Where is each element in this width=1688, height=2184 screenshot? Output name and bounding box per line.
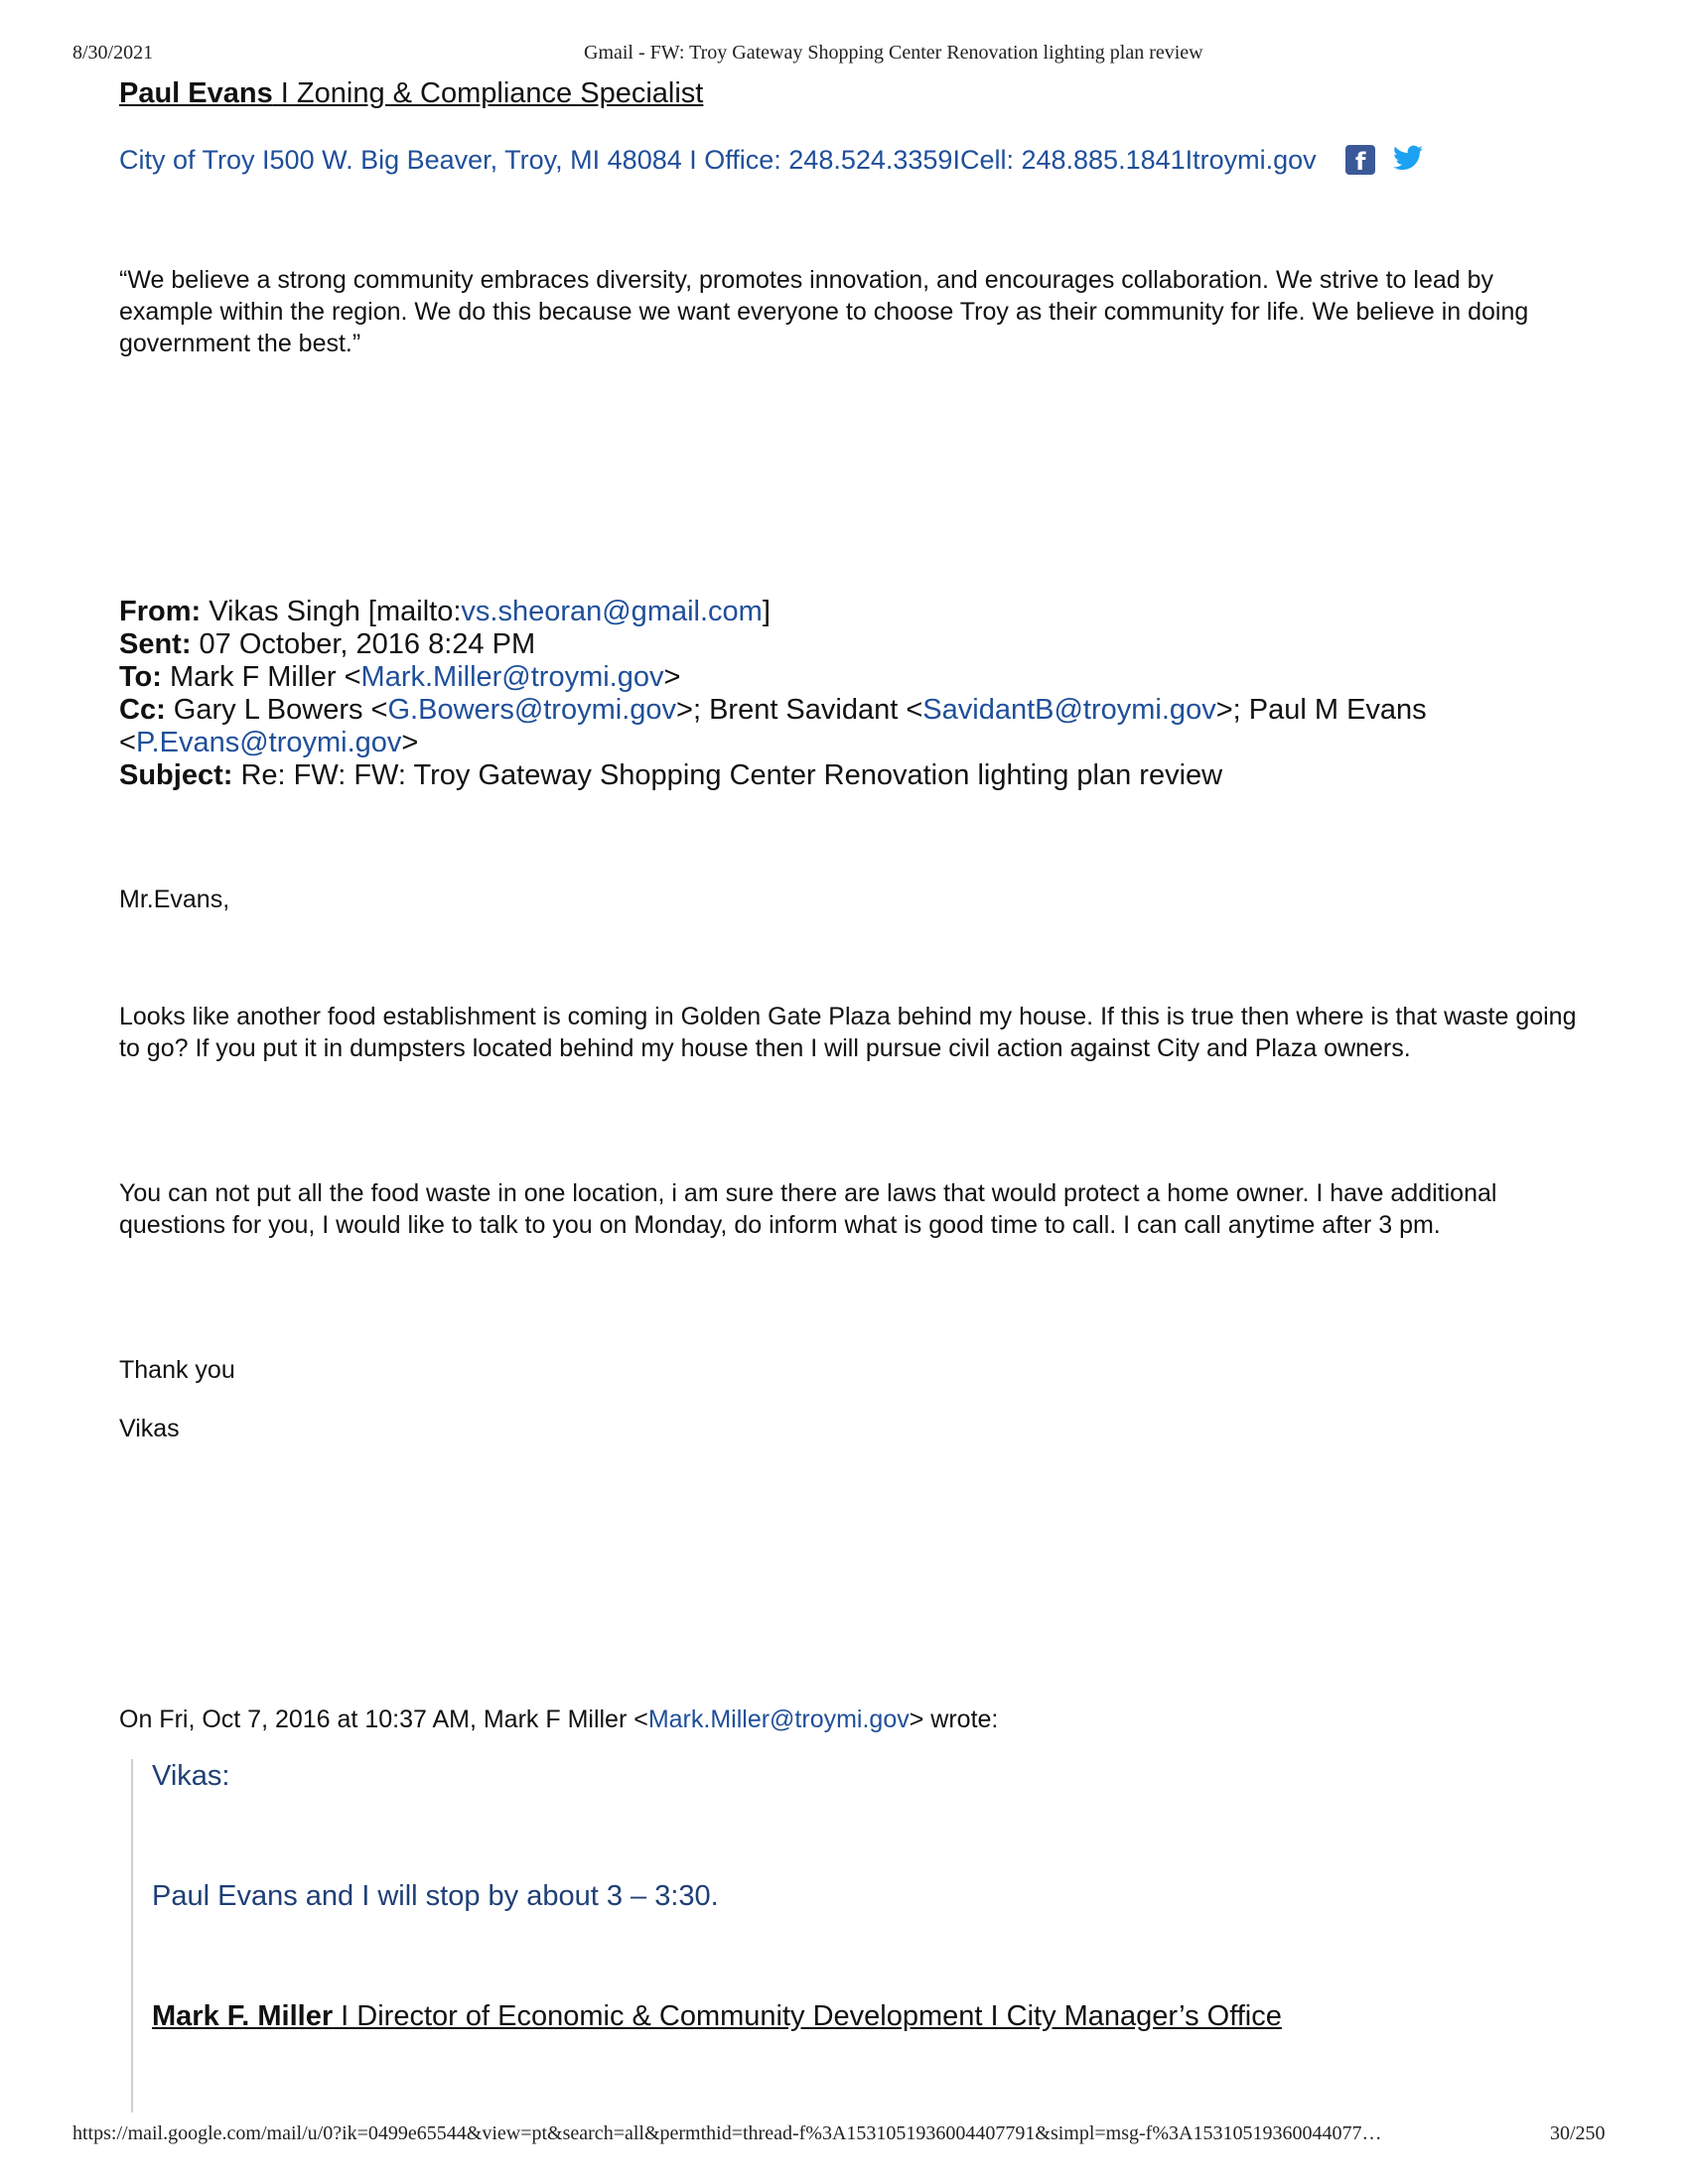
signature-line bbox=[119, 77, 703, 110]
quoted-greeting: Vikas: bbox=[152, 1760, 230, 1792]
from-close: ] bbox=[762, 596, 771, 627]
cc-name-3: >; Paul M Evans bbox=[1215, 694, 1427, 726]
to-name: Mark F Miller < bbox=[161, 661, 361, 693]
print-page-number: 30/250 bbox=[1550, 2122, 1606, 2144]
subject-value: Re: FW: FW: Troy Gateway Shopping Center Renovation lighting plan review bbox=[232, 759, 1223, 791]
signature-contact bbox=[119, 145, 1423, 176]
print-title: Gmail - FW: Troy Gateway Shopping Center Renovation lighting plan review bbox=[584, 42, 1203, 64]
cc-open-3: < bbox=[119, 727, 136, 758]
message-headers bbox=[119, 596, 1589, 792]
quoted-body: Paul Evans and I will stop by about 3 – 3:30. bbox=[152, 1880, 719, 1912]
print-date: 8/30/2021 bbox=[72, 42, 154, 64]
from-row bbox=[119, 596, 1589, 628]
cc-email-link-3[interactable]: P.Evans@troymi.gov bbox=[135, 727, 402, 758]
from-name: Vikas Singh [mailto: bbox=[201, 596, 462, 627]
to-email-link[interactable]: Mark.Miller@troymi.gov bbox=[360, 661, 664, 693]
message-closing: Thank you bbox=[119, 1356, 235, 1384]
message-greeting: Mr.Evans, bbox=[119, 886, 230, 913]
sent-label: Sent: bbox=[119, 628, 192, 660]
quoted-intro-prefix: On Fri, Oct 7, 2016 at 10:37 AM, Mark F Miller < bbox=[119, 1706, 648, 1733]
contact-text[interactable]: City of Troy I500 W. Big Beaver, Troy, MI 48084 I Office: 248.524.3359ICell: 248.885.1841Itroymi.gov bbox=[119, 145, 1317, 175]
from-label: From: bbox=[119, 596, 202, 627]
subject-label: Subject: bbox=[119, 759, 233, 791]
twitter-icon[interactable] bbox=[1393, 145, 1423, 171]
cc-label: Cc: bbox=[119, 694, 166, 726]
signature-name: Paul Evans bbox=[119, 77, 273, 109]
cc-email-link-1[interactable]: G.Bowers@troymi.gov bbox=[387, 694, 677, 726]
to-close: > bbox=[663, 661, 681, 693]
print-footer-url: https://mail.google.com/mail/u/0?ik=0499e65544&view=pt&search=all&permthid=thread-f%3A1531051936004407791&simpl=msg-f%3A15310519360044077… bbox=[72, 2122, 1382, 2144]
cc-name-2: >; Brent Savidant < bbox=[676, 694, 923, 726]
quoted-signature-role: I Director of Economic & Community Development I City Manager’s Office bbox=[333, 2000, 1282, 2032]
message-sender: Vikas bbox=[119, 1415, 180, 1442]
quote-bar bbox=[131, 1759, 133, 2113]
sent-row bbox=[119, 628, 1589, 661]
facebook-icon[interactable]: f bbox=[1345, 145, 1375, 175]
cc-name-1: Gary L Bowers < bbox=[165, 694, 388, 726]
sent-value: 07 October, 2016 8:24 PM bbox=[191, 628, 536, 660]
cc-close-3: > bbox=[401, 727, 419, 758]
quoted-intro-email-link[interactable]: Mark.Miller@troymi.gov bbox=[647, 1706, 910, 1733]
to-row bbox=[119, 661, 1589, 694]
quoted-intro-suffix: > wrote: bbox=[909, 1706, 999, 1733]
signature-role: I Zoning & Compliance Specialist bbox=[272, 77, 704, 109]
cc-row bbox=[119, 694, 1589, 727]
quoted-signature-name: Mark F. Miller bbox=[152, 2000, 334, 2032]
quoted-signature bbox=[152, 2000, 1282, 2033]
message-paragraph-2: You can not put all the food waste in one location, i am sure there are laws that would protect a home owner. I have additional questions for you, I would like to talk to you on Monday, do inform what is good time to call. I can call anytime after 3 pm. bbox=[119, 1179, 1497, 1239]
subject-row bbox=[119, 759, 1589, 792]
cc-row-continued bbox=[119, 727, 1589, 759]
signature-quote: “We believe a strong community embraces diversity, promotes innovation, and encourages collaboration. We strive to lead by example within the region. We do this because we want everyone to choose Troy as their community for life. We believe in doing government the best.” bbox=[119, 266, 1529, 357]
message-paragraph-1: Looks like another food establishment is coming in Golden Gate Plaza behind my house. If this is true then where is that waste going to go? If you put it in dumpsters located behind my house then I will pursue civil action against City and Plaza owners. bbox=[119, 1003, 1577, 1062]
to-label: To: bbox=[119, 661, 162, 693]
quoted-intro bbox=[119, 1704, 998, 1735]
cc-email-link-2[interactable]: SavidantB@troymi.gov bbox=[922, 694, 1216, 726]
from-email-link[interactable]: vs.sheoran@gmail.com bbox=[461, 596, 763, 627]
